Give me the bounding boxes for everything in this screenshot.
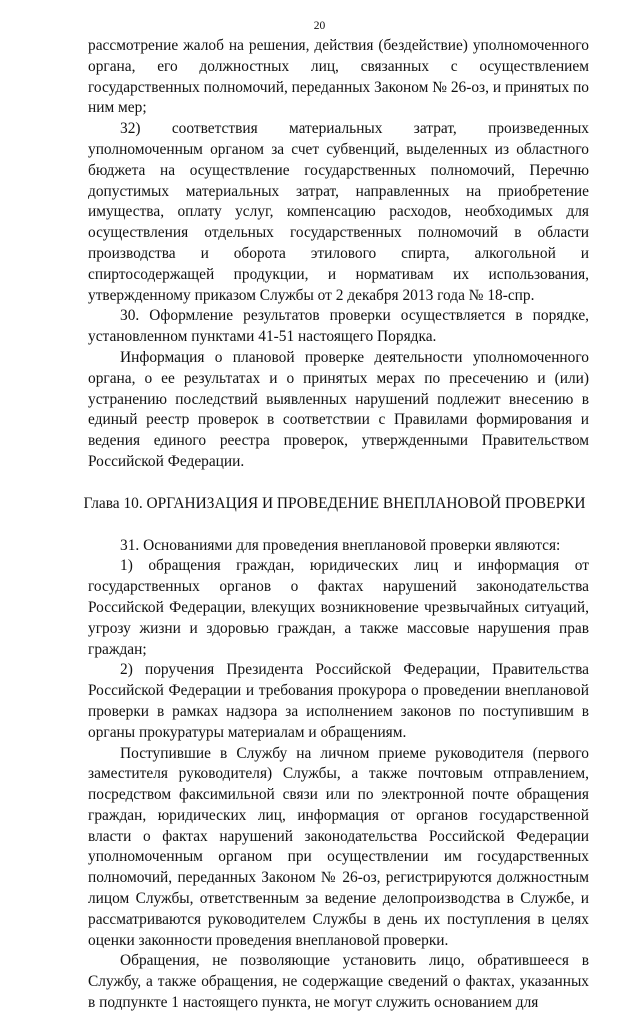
paragraph-subitem-2: 2) поручения Президента Российской Федерации, Правительства Российской Федерации и требования прокурора о проведении внеплановой проверки в рамках надзора за исполнением законов по поступившим в органы прокуратуры материалам и обращениям. — [88, 661, 589, 741]
chapter-heading: Глава 10. ОРГАНИЗАЦИЯ И ПРОВЕДЕНИЕ ВНЕПЛАНОВОЙ ПРОВЕРКИ — [83, 494, 586, 512]
document-body — [83, 36, 589, 1014]
paragraph-point-30: 30. Оформление результатов проверки осуществляется в порядке, установленном пунктами 41-51 настоящего Порядка. — [88, 307, 589, 346]
page-number: 20 — [313, 20, 326, 32]
paragraph-item-32: 32) соответствия материальных затрат, произведенных уполномоченным органом за счет субвенций, выделенных из областного бюджета на осуществление государственных полномочий, Перечню допустимых материальных затрат, направленных на приобретение имущества, оплату услуг, компенсацию расходов, необходимых для осуществления отдельных государственных полномочий в области производства и оборота этилового спирта, алкогольной и спиртосодержащей продукции, и нормативам их использования, утвержденному приказом Службы от 2 декабря 2013 года № 18-спр. — [88, 120, 589, 304]
paragraph-continuation: рассмотрение жалоб на решения, действия (бездействие) уполномоченного органа, его должностных лиц, связанных с осуществлением государственных полномочий, переданных Законом № 26-оз, и принятых по ним мер; — [88, 37, 589, 117]
paragraph-registry-info: Информация о плановой проверке деятельности уполномоченного органа, о ее результатах и о принятых мерах по пресечению и (или) устранению последствий выявленных нарушений подлежит внесению в единый реестр проверок в соответствии с Правилами формирования и ведения единого реестра проверок, утвержденными Правительством Российской Федерации. — [88, 348, 589, 470]
paragraph-anonymous-appeals: Обращения, не позволяющие установить лицо, обратившееся в Службу, а также обращения, не содержащие сведений о фактах, указанных в подпункте 1 настоящего пункта, не могут служить основанием для — [88, 952, 589, 1012]
paragraph-received-appeals: Поступившие в Службу на личном приеме руководителя (первого заместителя руководителя) Службы, а также почтовым отправлением, посредством факсимильной связи или по электронной почте обращения граждан, юридических лиц, информация от органов государственной власти о фактах нарушений законодательства Российской Федерации уполномоченным органом при осуществлении им государственных полномочий, переданных Законом № 26-оз, регистрируются должностным лицом Службы, ответственным за ведение делопроизводства в Службе, и рассматриваются руководителем Службы в день их поступления в целях оценки законности проведения внеплановой проверки. — [88, 744, 589, 949]
paragraph-subitem-1: 1) обращения граждан, юридических лиц и информация от государственных органов о фактах нарушений законодательства Российской Федерации, влекущих возникновение чрезвычайных ситуаций, угрозу жизни и здоровью граждан, а также массовые нарушения прав граждан; — [88, 557, 589, 658]
paragraph-point-31: 31. Основаниями для проведения внеплановой проверки являются: — [120, 536, 561, 554]
